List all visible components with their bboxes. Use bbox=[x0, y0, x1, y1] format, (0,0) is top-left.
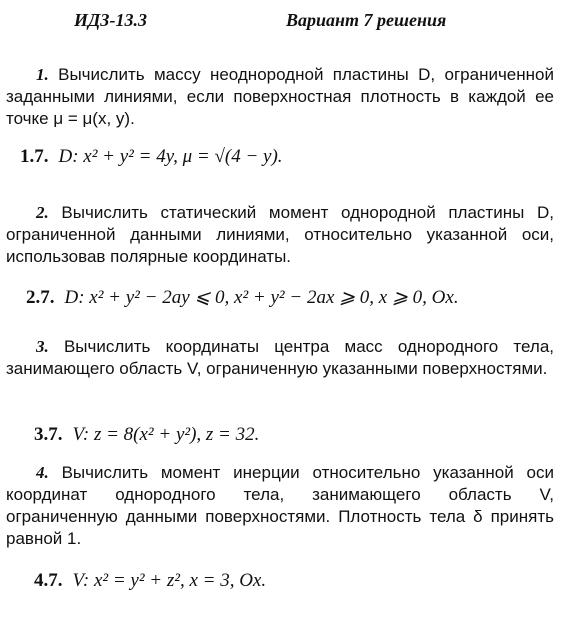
problem-3-statement bbox=[6, 336, 554, 380]
task-1-7-label: 1.7. bbox=[20, 146, 49, 167]
task-2-7 bbox=[26, 286, 459, 309]
task-4-7-formula: V: x² = y² + z², x = 3, Ox. bbox=[72, 570, 267, 591]
task-3-7 bbox=[34, 424, 259, 446]
problem-4-statement bbox=[6, 462, 554, 550]
doc-variant: Вариант 7 решения bbox=[286, 10, 447, 30]
problem-1-number: 1. bbox=[36, 65, 49, 84]
problem-2-text: Вычислить статический момент однородной пластины D, ограниченной данными линиями, относительно указанной оси, использовав полярные координаты. bbox=[6, 203, 554, 266]
task-1-7 bbox=[20, 146, 283, 168]
problem-2-number: 2. bbox=[36, 203, 49, 222]
problem-1-statement bbox=[6, 64, 554, 130]
task-2-7-label: 2.7. bbox=[26, 287, 55, 308]
doc-code: ИДЗ-13.3 bbox=[74, 10, 147, 30]
task-2-7-formula: D: x² + y² − 2ay ⩽ 0, x² + y² − 2ax ⩾ 0, x ⩾ 0, Ox. bbox=[64, 287, 459, 308]
task-3-7-label: 3.7. bbox=[34, 424, 63, 445]
task-4-7 bbox=[34, 570, 266, 592]
problem-2-statement bbox=[6, 202, 554, 268]
task-4-7-label: 4.7. bbox=[34, 570, 63, 591]
problem-3-number: 3. bbox=[36, 337, 49, 356]
task-1-7-formula: D: x² + y² = 4y, μ = √(4 − y). bbox=[58, 146, 283, 167]
problem-4-number: 4. bbox=[36, 463, 49, 482]
problem-3-text: Вычислить координаты центра масс однородного тела, занимающего область V, ограниченную указанными поверхностями. bbox=[6, 337, 554, 378]
problem-4-text: Вычислить момент инерции относительно указанной оси координат однородного тела, занимающего область V, ограниченную данными поверхностями. Плотность тела δ принять равной 1. bbox=[6, 463, 554, 548]
problem-1-text: Вычислить массу неоднородной пластины D, ограниченной заданными линиями, если поверхностная плотность в каждой ее точке μ = μ(x, y). bbox=[6, 65, 554, 128]
task-3-7-formula: V: z = 8(x² + y²), z = 32. bbox=[72, 424, 260, 445]
